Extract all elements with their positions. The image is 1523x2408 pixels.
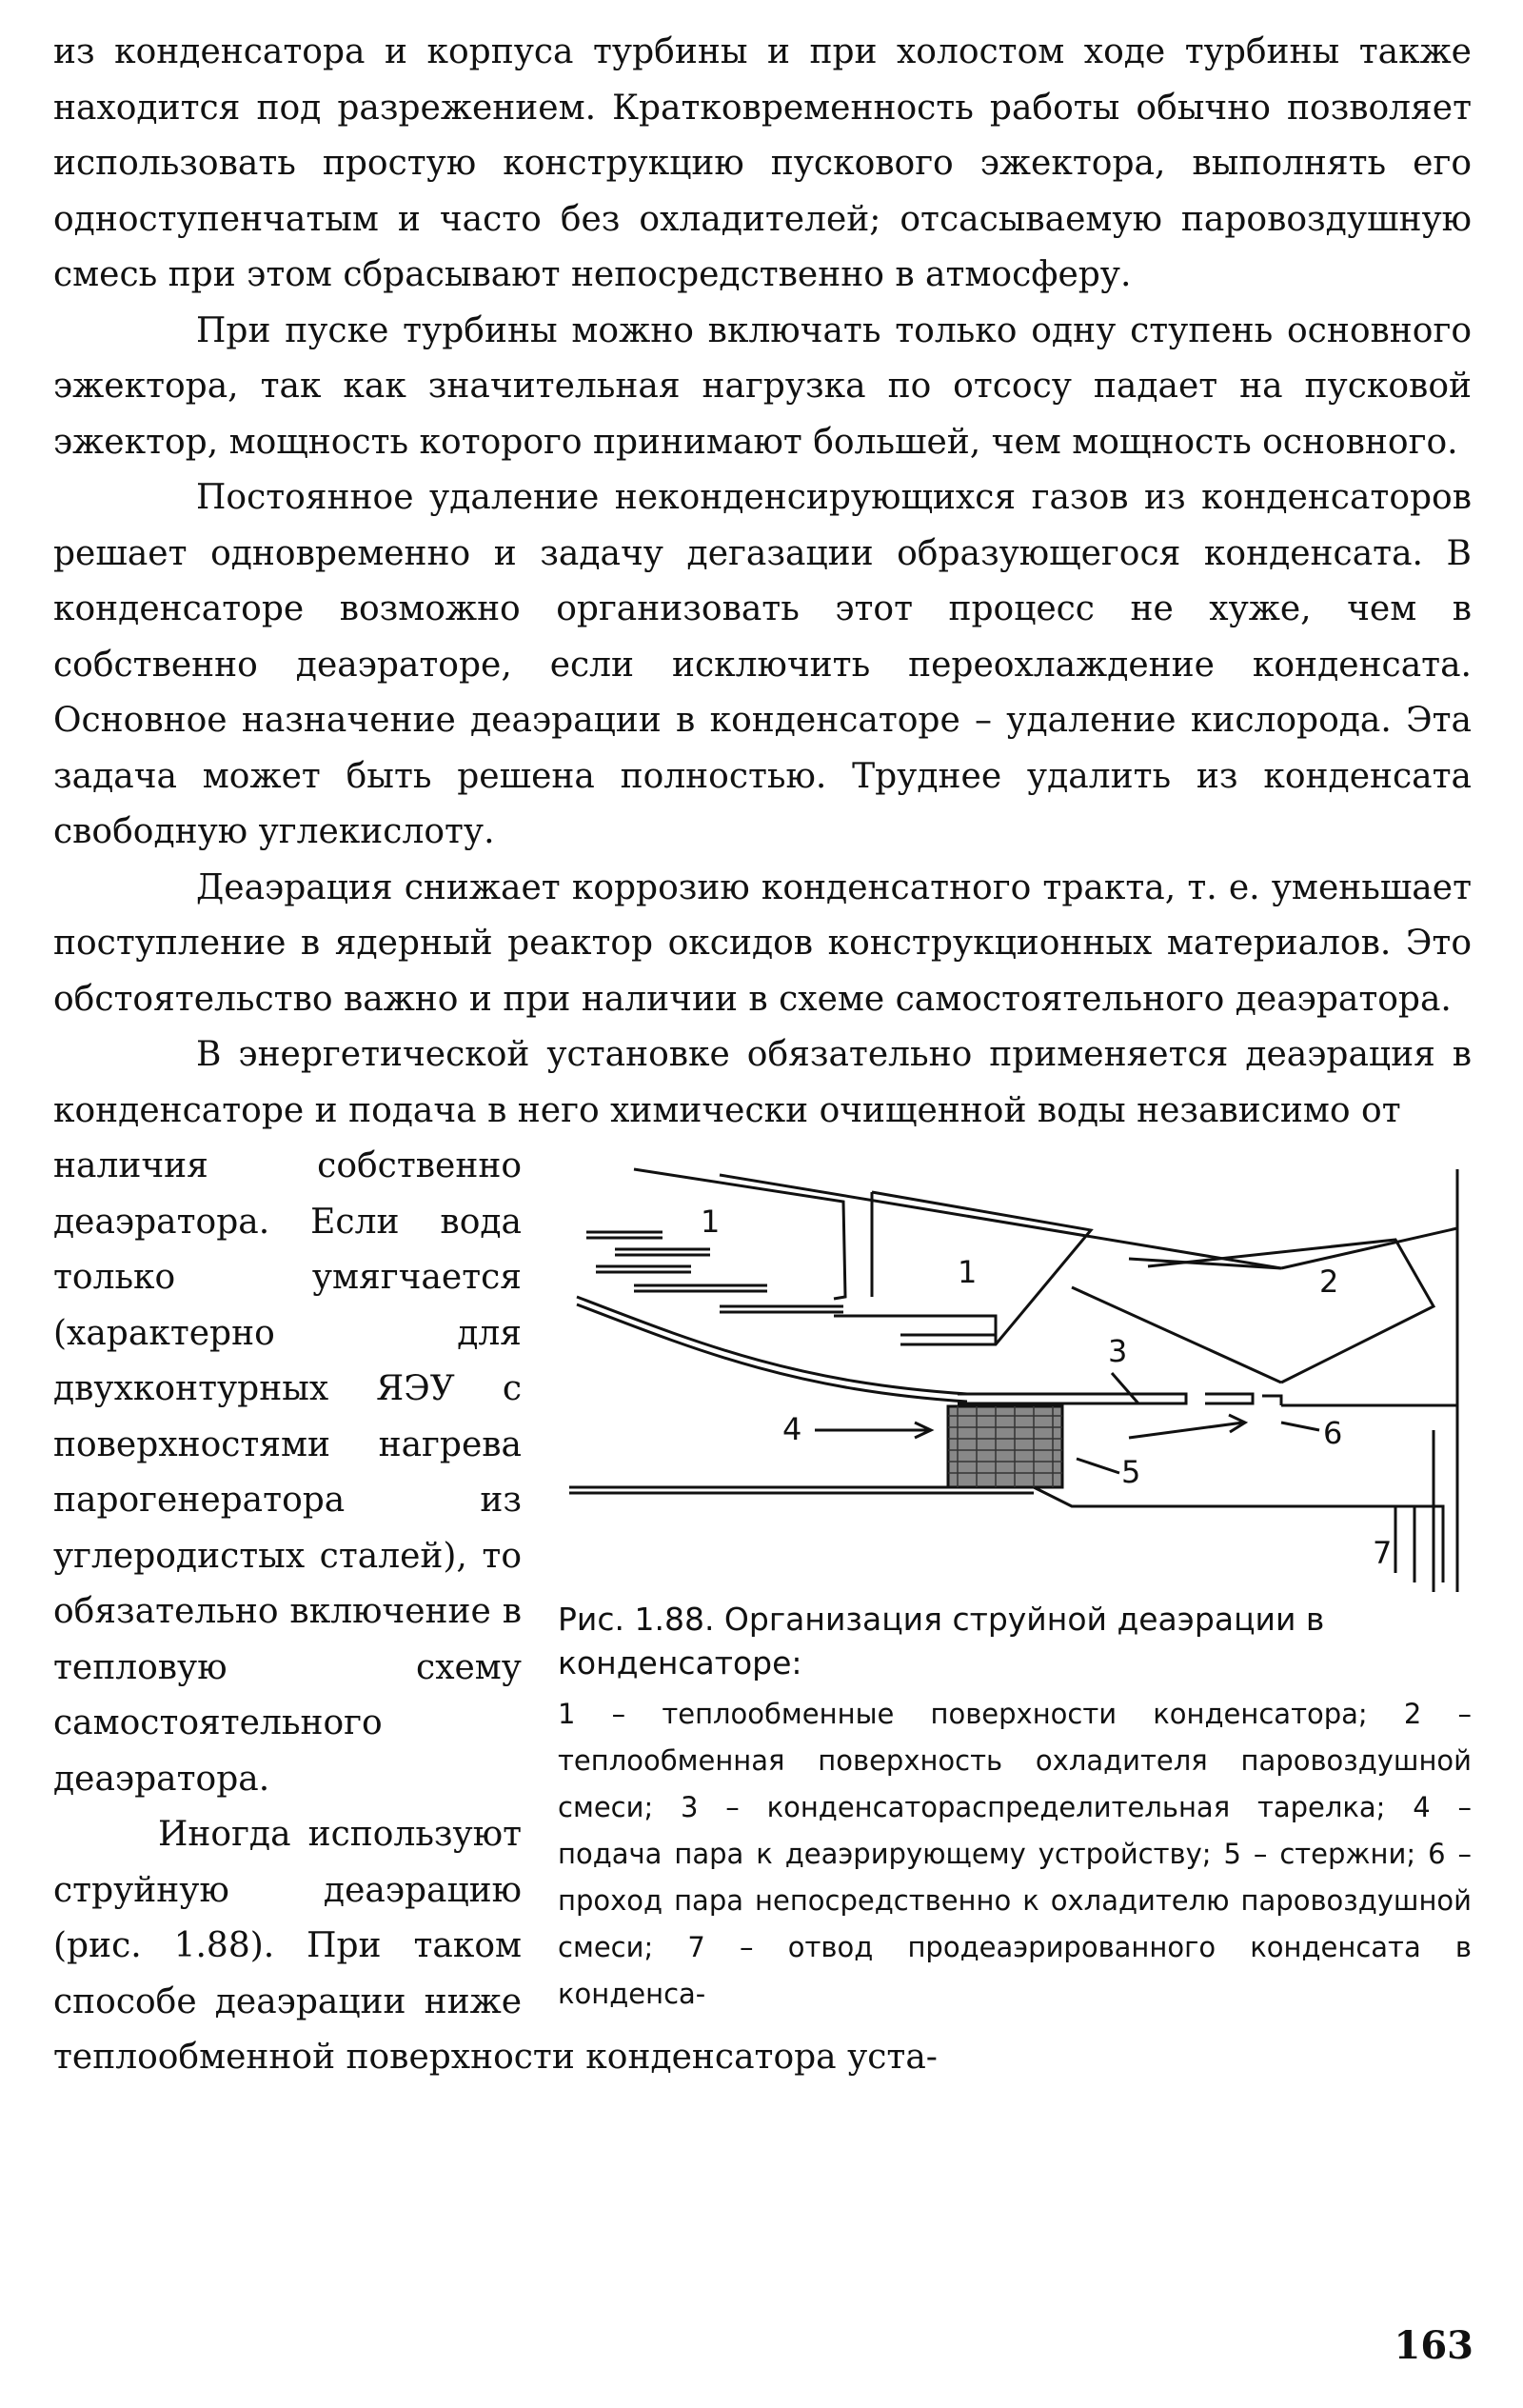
figure-1-88 <box>558 1144 1472 2018</box>
paragraph-5-wrapped: наличия собственно деаэратора. Если вода только умягчается (характерно для двухконтурных ЯЭУ с поверхностями нагрева парогенератора из углеродистых сталей), то обязательно включение в тепловую схему самостоятельного деаэратора. <box>53 1146 522 1799</box>
label-6: 6 <box>1323 1415 1343 1451</box>
paragraph-6-wrapped: Иногда используют струйную деаэрацию (рис. 1.88). При таком способе деаэрации ниже теплообменной поверхности конденсатора уста- <box>53 1815 938 2077</box>
figure-caption-body: 1 – теплообменные поверхности конденсатора; 2 – теплообменная поверхность охладителя паровоздушной смеси; 3 – конденсатораспределительная тарелка; 4 – подача пара к деаэрирующему устройству; 5 – стержни; 6 – проход пара непосредственно к охладителю паровоздушной смеси; 7 – отвод продеаэрированного конденсата в конденса- <box>558 1698 1472 2010</box>
page-content <box>53 25 1472 2086</box>
figure-wrap <box>53 1139 1472 2086</box>
label-1-left: 1 <box>701 1204 721 1240</box>
paragraph-3: Постоянное удаление неконденсирующихся газов из конденсаторов решает одновременно и задачу дегазации образующегося конденсата. В конденсаторе возможно организовать этот процесс не хуже, чем в собственно деаэраторе, если исключить переохлаждение конденсата. Основное назначение деаэрации в конденсаторе – удаление кислорода. Эта задача может быть решена полностью. Труднее удалить из конденсата свободную углекислоту. <box>53 478 1472 851</box>
rods-block <box>948 1406 1062 1487</box>
page-number: 163 <box>1394 2323 1474 2368</box>
paragraph-4: Деаэрация снижает коррозию конденсатного тракта, т. е. уменьшает поступление в ядерный реактор оксидов конструкционных материалов. Это обстоятельство важно и при наличии в схеме самостоятельного деаэратора. <box>53 867 1472 1019</box>
label-1-center: 1 <box>958 1254 978 1290</box>
label-3: 3 <box>1108 1333 1128 1369</box>
paragraph-1: из конденсатора и корпуса турбины и при холостом ходе турбины также находится под разрежением. Кратковременность работы обычно позволяет использовать простую конструкцию пускового эжектора, выполнять его одноступенчатым и часто без охладителей; отсасываемую паровоздушную смесь при этом сбрасывают непосредственно в атмосферу. <box>53 32 1472 294</box>
label-4: 4 <box>782 1411 802 1447</box>
condenser-deaeration-diagram <box>558 1144 1472 1592</box>
label-2: 2 <box>1319 1264 1339 1300</box>
paragraph-2: При пуске турбины можно включать только одну ступень основного эжектора, так как значительная нагрузка по отсосу падает на пусковой эжектор, мощность которого принимают большей, чем мощность основного. <box>53 310 1472 462</box>
label-7: 7 <box>1373 1535 1393 1571</box>
figure-caption-title: Рис. 1.88. Организация струйной деаэрации в конденсаторе: <box>558 1601 1325 1682</box>
label-5: 5 <box>1121 1454 1141 1490</box>
paragraph-5-full-width: В энергетической установке обязательно применяется деаэрация в конденсаторе и подача в него химически очищенной воды независимо от <box>53 1035 1472 1130</box>
